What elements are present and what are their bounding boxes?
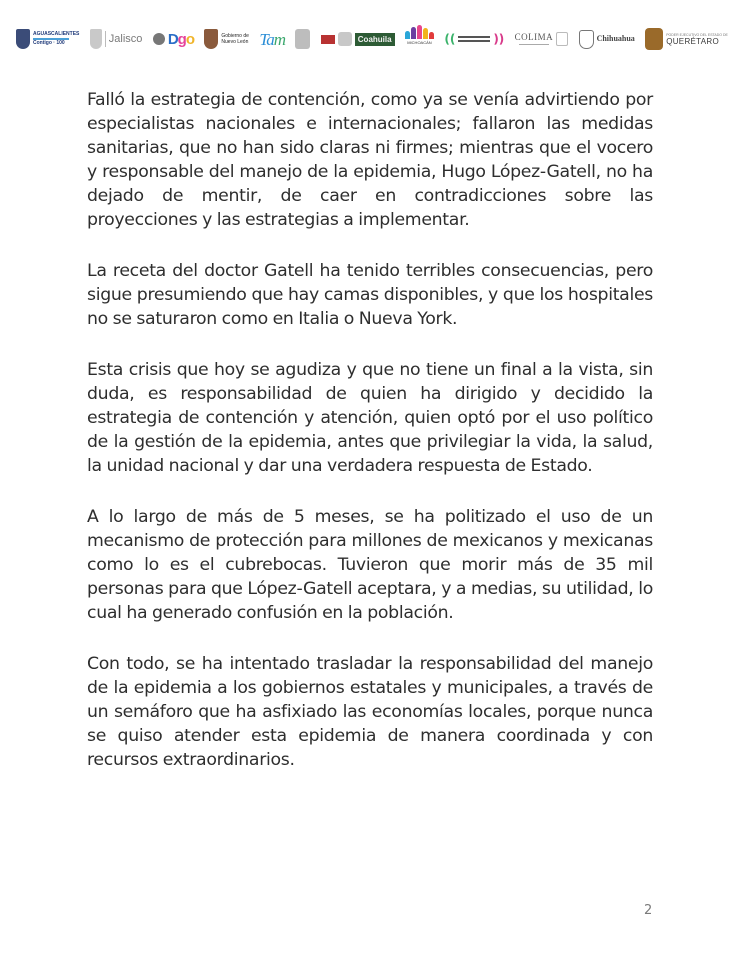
aguascalientes-slogan: Contigo · 100 [33, 40, 65, 46]
page-number: 2 [644, 903, 653, 918]
nuevo-leon-shield-icon [204, 29, 218, 49]
logo-radio [444, 25, 504, 53]
chihuahua-shield-icon [579, 30, 594, 49]
radio-text-line [458, 36, 490, 38]
colima-wordmark-block [515, 33, 554, 45]
coahuila-red-box [321, 35, 335, 44]
durango-letter-g: g [177, 30, 186, 48]
document-body [87, 88, 653, 799]
tamaulipas-m: m [273, 29, 285, 49]
radio-text-block [458, 36, 490, 42]
logo-colima [515, 25, 569, 53]
coahuila-label: Coahuila [355, 33, 395, 46]
durango-letter-o: o [185, 30, 194, 48]
chihuahua-label: Chihuahua [596, 34, 635, 43]
radio-wave-left-icon: (( [444, 32, 456, 46]
petal-blue [405, 31, 410, 39]
petal-pink [417, 25, 422, 39]
logo-durango [153, 25, 194, 53]
aguascalientes-shield-icon [16, 29, 30, 49]
logo-chihuahua [579, 25, 635, 53]
queretaro-label: QUERÉTARO [666, 36, 719, 46]
jalisco-divider [105, 31, 106, 47]
paragraph-2: La receta del doctor Gatell ha tenido terribles consecuencias, pero sigue presumiendo que hay camas disponibles, y que los hospitales no se saturaron como en Italia o Nueva York. [87, 261, 653, 329]
michoacan-label: MICHOACÁN [407, 40, 432, 45]
jalisco-label: Jalisco [108, 32, 143, 45]
nuevo-leon-label-line2: Nuevo León [221, 39, 249, 45]
radio-text-line [458, 40, 490, 42]
durango-letter-d: D [167, 30, 178, 48]
radio-wave-right-icon: )) [493, 32, 505, 46]
petal-purple [411, 27, 416, 39]
logo-coahuila [321, 25, 395, 53]
logo-michoacan [405, 25, 434, 53]
logo-seal [295, 25, 310, 53]
logo-aguascalientes [16, 25, 79, 53]
colima-label: COLIMA [514, 32, 554, 42]
logo-jalisco [90, 25, 143, 53]
nuevo-leon-label-line1: Gobierno de [221, 33, 249, 39]
paragraph-1: Falló la estrategia de contención, como ya se venía advirtiendo por especialistas nacionales e internacionales; fallaron las medidas sanitarias, que no han sido claras ni firmes; mientras que el vocero y responsable del manejo de la epidemia, Hugo López-Gatell, no ha dejado de mentir, de caer en contradicciones sobre las proyecciones y las estrategias a implementar. [87, 90, 653, 230]
paragraph-3: Esta crisis que hoy se agudiza y que no tiene un final a la vista, sin duda, es responsabilidad de quien ha dirigido y decidido la estrategia de contención y atención, quien optó por el uso político de la gestión de la epidemia, antes que privilegiar la vida, la salud, la unidad nacional y dar una verdadera respuesta de Estado. [87, 360, 653, 476]
tamaulipas-wordmark [259, 31, 285, 48]
paragraph-5: Con todo, se ha intentado trasladar la responsabilidad del manejo de la epidemia a los gobiernos estatales y municipales, a través de un semáforo que ha asfixiado las economías locales, porque nunca se quiso atender esta epidemia de manera coordinada y con recursos extraordinarios. [87, 654, 653, 770]
durango-wordmark [168, 32, 194, 47]
petal-red [429, 32, 434, 39]
paragraph-4: A lo largo de más de 5 meses, se ha politizado el uso de un mecanismo de protección para millones de mexicanos y mexicanas como lo es el cubrebocas. Tuvieron que morir más de 35 mil personas para que López-Gatell aceptara, y a medias, su utilidad, lo cual ha generado confusión en la población. [87, 507, 653, 623]
state-seal-icon [295, 29, 310, 49]
colima-emblem-icon [556, 32, 568, 46]
colima-underline [519, 44, 549, 45]
jalisco-emblem-icon [90, 29, 102, 49]
state-logos-header [16, 24, 728, 54]
logo-queretaro [645, 25, 728, 53]
petal-yellow [423, 28, 428, 39]
logo-nuevo-leon [204, 25, 249, 53]
tamaulipas-ta: Ta [259, 29, 274, 49]
aguascalientes-label: AGUASCALIENTES [33, 31, 80, 37]
michoacan-petals-icon [405, 25, 434, 39]
logo-tamaulipas [259, 25, 285, 53]
coahuila-seal-icon [338, 32, 352, 46]
queretaro-shield-icon [645, 28, 663, 50]
queretaro-caption: PODER EJECUTIVO DEL ESTADO DE [666, 32, 728, 37]
durango-seal-icon [153, 33, 165, 45]
